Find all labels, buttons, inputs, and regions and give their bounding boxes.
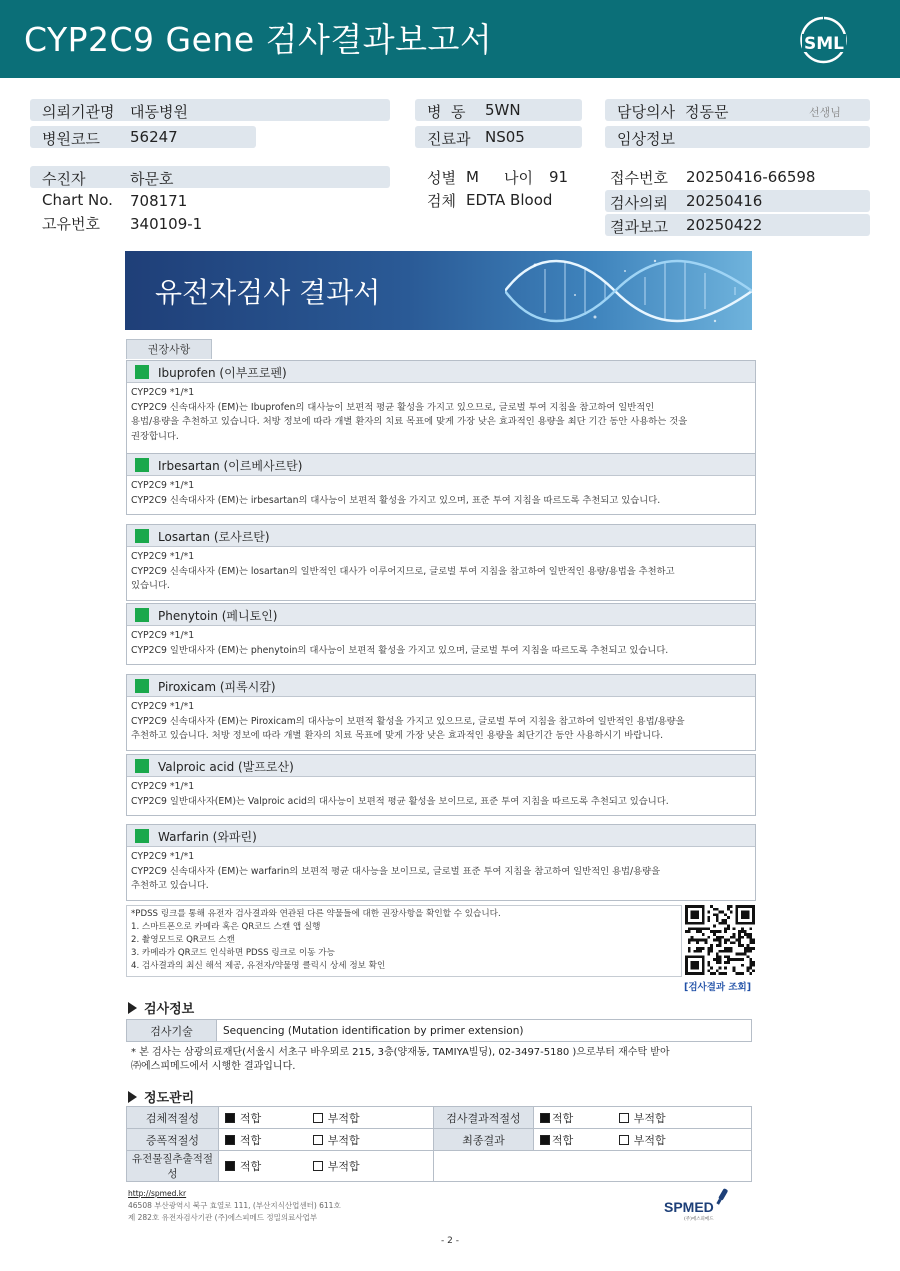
recommendation-line: CYP2C9 신속대사자 (EM)는 warfarin의 보편적 평균 대사능을 보이므로, 글로벌 표준 투여 지침을 참고하여 일반적인 용법/용량을 [131,865,661,877]
drug-recommendation-text [127,547,755,600]
recommendation-line: CYP2C9 신속대사자 (EM)는 Piroxicam의 대사능이 보편적 활성을 가지고 있으므로, 글로벌 투여 지침을 참고하여 일반적인 용법/용량을 [131,715,685,727]
drug-name: Losartan (로사르탄) [158,530,270,544]
pdss-line: 1. 스마트폰으로 카메라 혹은 QR코드 스캔 앱 실행 [131,922,321,932]
qr-code[interactable] [684,905,756,975]
qc-ng: 부적합 [633,1133,666,1147]
checkbox-checked [540,1113,550,1123]
note-line-1: * 본 검사는 삼광의료재단(서울시 서초구 바우뫼로 215, 3층(양재동, TAMIYA빌딩), 02-3497-5180 )으로부터 재수탁 받아 [131,1047,670,1058]
recommendation-line: CYP2C9 신속대사자 (EM)는 irbesartan의 대사능이 보편적 활성을 가지고 있으며, 표준 투여 지침을 따르도록 추천되고 있습니다. [131,494,661,506]
drug-recommendation-text [127,847,755,900]
checkbox-checked [225,1113,235,1123]
drug-card [126,453,756,515]
patient-label: 수진자 [42,170,86,188]
drug-recommendation-text [127,697,755,750]
drug-card-header [127,361,755,383]
recommendation-line: CYP2C9 신속대사자 (EM)는 losartan의 일반적인 대사가 이루어지므로, 글로벌 투여 지침을 참고하여 일반적인 용량/용법을 추천하고 [131,565,675,577]
hospital-code-label: 병원코드 [42,130,100,148]
age-label: 나이 [504,169,533,187]
ward-field [415,99,582,121]
drug-recommendation-text [127,777,755,815]
spmed-logo [664,1186,744,1222]
page-number: - 2 - [441,1236,459,1246]
svg-text:SML: SML [804,34,844,54]
qc-label: 검사결과적절성 [434,1107,534,1129]
sml-logo [796,14,852,64]
green-square-icon [135,365,149,379]
recommendation-line: 추천하고 있습니다. 처방 정보에 따라 개별 환자의 치료 목표에 맞게 가장 낮은 효과적인 용량을 최단기간 동안 사용하시기 바랍니다. [131,730,664,741]
dna-helix-image [505,251,752,330]
qc-ok: 적합 [240,1160,262,1173]
footer-info [128,1188,341,1224]
qc-result [534,1129,752,1151]
qc-title-text: 정도관리 [144,1091,195,1106]
green-square-icon [135,679,149,693]
method-title-text: 검사정보 [144,1002,195,1017]
clinical-field [605,126,870,148]
recommendation-line: CYP2C9 일반대사자(EM)는 Valproic acid의 대사능이 보편적 평균 활성을 보이므로, 표준 투여 지침을 따르도록 추천되고 있습니다. [131,795,669,807]
genotype-line: CYP2C9 *1/*1 [131,551,195,562]
note-line-2: ㈜에스피메드에서 시행한 결과입니다. [131,1061,296,1072]
sex-label: 성별 [427,169,456,187]
patient-field [30,166,390,188]
drug-card [126,674,756,751]
pdss-line: 4. 검사결과의 최신 해석 제공, 유전자/약물명 클릭시 상세 정보 확인 [131,961,386,971]
qc-ng: 부적합 [633,1111,666,1125]
qc-empty-cell [434,1151,752,1182]
green-square-icon [135,458,149,472]
checkbox-checked [225,1161,235,1171]
report-title: CYP2C9 Gene 검사결과보고서 [24,20,493,59]
svg-text:(주)에스피메드: (주)에스피메드 [684,1217,714,1222]
triangle-icon [128,1091,137,1103]
qc-table [126,1106,752,1182]
chart-value: 708171 [130,192,188,210]
recommendation-line: 추천하고 있습니다. [131,880,209,891]
unique-value: 340109-1 [130,215,203,233]
footer-registration: 제 282호 유전자검사기관 (주)에스피메드 정밀의료사업부 [128,1213,318,1222]
clinical-label: 임상정보 [617,130,675,148]
specimen-value: EDTA Blood [466,191,553,209]
qc-ng: 부적합 [327,1160,360,1173]
drug-card-header [127,604,755,626]
triangle-icon [128,1002,137,1014]
recommendation-line: 있습니다. [131,580,170,591]
drug-name: Valproic acid (발프로산) [158,760,294,774]
checkbox-empty [619,1113,629,1123]
drug-name: Warfarin (와파린) [158,830,257,844]
drug-card-header [127,755,755,777]
ward-value: 5WN [485,101,521,119]
sex-value: M [466,168,479,186]
drug-card-header [127,525,755,547]
green-square-icon [135,829,149,843]
genotype-line: CYP2C9 *1/*1 [131,781,195,792]
checkbox-empty [619,1135,629,1145]
method-label: 검사기술 [127,1020,217,1042]
report-date-value: 20250422 [686,216,763,234]
chart-label: Chart No. [42,191,113,209]
genotype-line: CYP2C9 *1/*1 [131,480,195,491]
receipt-label: 접수번호 [610,169,668,187]
age-value: 91 [549,168,569,186]
result-lookup-link[interactable]: [검사결과 조회] [684,982,752,993]
unique-label: 고유번호 [42,215,100,233]
hospital-code-field [30,126,256,148]
drug-name: Ibuprofen (이부프로펜) [158,366,287,380]
drug-card [126,524,756,601]
drug-card-header [127,675,755,697]
drug-card [126,603,756,665]
dept-value: NS05 [485,128,525,146]
qc-ok: 적합 [552,1133,574,1147]
report-date-field [605,214,870,236]
method-section-title [128,998,194,1017]
dept-field [415,126,582,148]
institution-value: 대동병원 [130,103,188,121]
qc-ok: 적합 [240,1133,262,1147]
hospital-code-value: 56247 [130,128,178,146]
qc-result [534,1107,752,1129]
genotype-line: CYP2C9 *1/*1 [131,701,195,712]
green-square-icon [135,608,149,622]
checkbox-empty [313,1135,323,1145]
qc-ok: 적합 [552,1111,574,1125]
qc-result [219,1129,434,1151]
banner-title: 유전자검사 결과서 [155,276,381,309]
qc-label: 최종결과 [434,1129,534,1151]
recommendation-line: CYP2C9 일반대사자 (EM)는 phenytoin의 대사능이 보편적 활성을 가지고 있으며, 글로벌 투여 지침을 따르도록 추천되고 있습니다. [131,644,669,656]
ward-label: 병 동 [427,103,466,121]
footer-address: 46508 부산광역시 북구 효열로 111, (부산지식산업센터) 611호 [128,1201,341,1210]
drug-recommendation-text [127,476,755,514]
request-label: 검사의뢰 [610,194,668,212]
patient-value: 하문호 [130,170,174,188]
drug-card-header [127,825,755,847]
drug-name: Piroxicam (피록시캄) [158,680,276,694]
green-square-icon [135,759,149,773]
report-date-label: 결과보고 [610,218,668,236]
genotype-line: CYP2C9 *1/*1 [131,630,195,641]
qc-ng: 부적합 [327,1111,360,1125]
result-banner [125,251,752,330]
doctor-value: 정동문 [685,103,729,121]
pdss-line: 2. 촬영모드로 QR코드 스캔 [131,935,235,945]
specimen-label: 검체 [427,192,456,210]
checkbox-checked [225,1135,235,1145]
drug-card-header [127,454,755,476]
drug-card [126,824,756,901]
checkbox-empty [313,1113,323,1123]
recommendation-line: 권장합니다. [131,430,179,442]
recommendation-line: CYP2C9 신속대사자 (EM)는 Ibuprofen의 대사능이 보편적 평균 활성을 가지고 있으므로, 글로벌 투여 지침을 참고하여 일반적인 [131,401,655,413]
qc-result [219,1107,434,1129]
checkbox-empty [313,1161,323,1171]
drug-name: Irbesartan (이르베사르탄) [158,459,303,473]
qc-label: 유전물질추출적절성 [127,1151,219,1182]
svg-text:SPMED: SPMED [664,1199,714,1215]
checkbox-checked [540,1135,550,1145]
dept-label: 진료과 [427,130,471,148]
drug-recommendation-text [127,383,755,456]
pdss-line: *PDSS 링크를 통해 유전자 검사결과와 연관된 다른 약물들에 대한 권장사항을 확인할 수 있습니다. [131,909,501,919]
recommendation-line: 용법/용량을 추천하고 있습니다. 처방 정보에 따라 개별 환자의 치료 목표에 맞게 가장 낮은 효과적인 용량을 최단 기간 동안 사용하는 것을 [131,416,688,427]
doctor-suffix: 선생님 [809,106,841,119]
tab-recommendation: 권장사항 [126,339,212,359]
genotype-line: CYP2C9 *1/*1 [131,851,195,862]
qc-ng: 부적합 [327,1133,360,1147]
drug-card [126,754,756,816]
pdss-info-box [126,905,682,977]
request-value: 20250416 [686,192,763,210]
drug-name: Phenytoin (페니토인) [158,609,278,623]
receipt-value: 20250416-66598 [686,168,816,186]
footer-url[interactable]: http://spmed.kr [128,1189,187,1198]
outsourcing-note [131,1046,670,1074]
institution-label: 의뢰기관명 [42,103,115,121]
drug-recommendation-text [127,626,755,664]
method-value: Sequencing (Mutation identification by primer extension) [217,1020,752,1042]
doctor-label: 담당의사 [617,103,675,121]
qc-label: 검체적절성 [127,1107,219,1129]
doctor-field [605,99,870,121]
request-field [605,190,870,212]
qc-section-title [128,1087,194,1106]
pdss-line: 3. 카메라가 QR코드 인식하면 PDSS 링크로 이동 가능 [131,948,335,958]
genotype-line: CYP2C9 *1/*1 [131,387,195,398]
qc-result [219,1151,434,1182]
report-header [0,0,900,78]
drug-card [126,360,756,457]
qc-ok: 적합 [240,1111,262,1125]
institution-field [30,99,390,121]
qc-label: 증폭적절성 [127,1129,219,1151]
method-table [126,1019,752,1042]
green-square-icon [135,529,149,543]
